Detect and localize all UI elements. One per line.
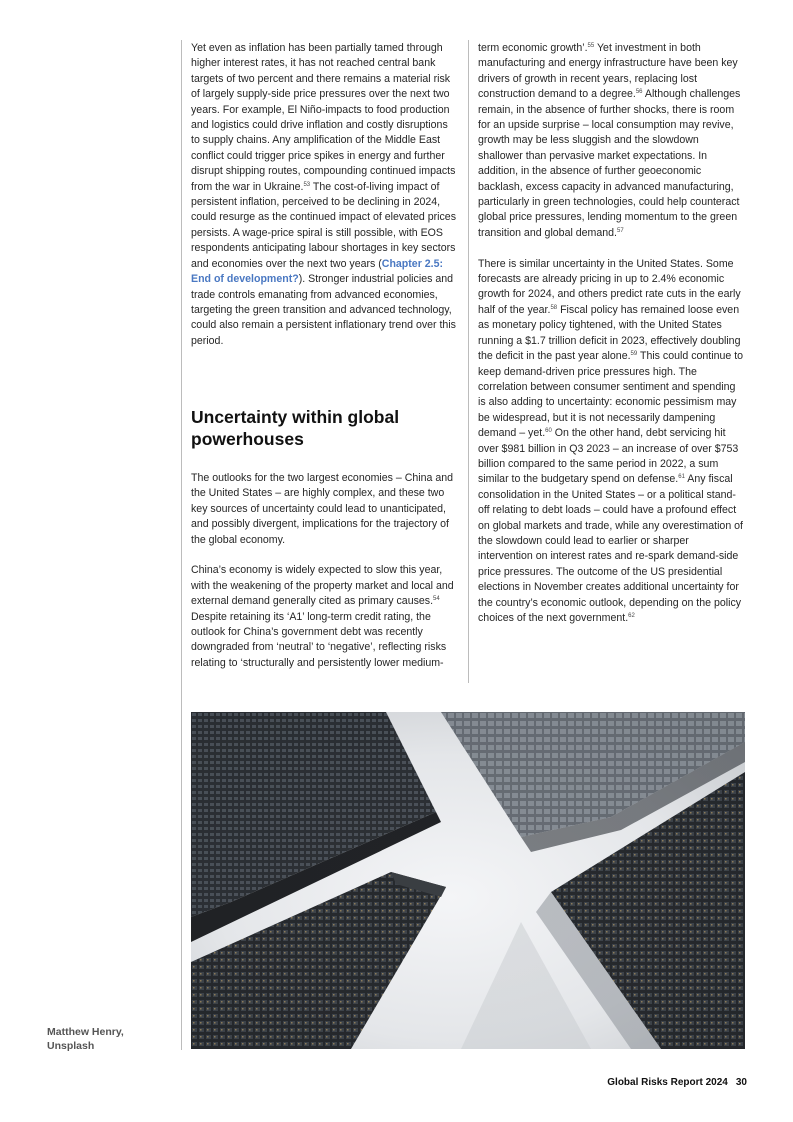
- paragraph: There is similar uncertainty in the United States. Some forecasts are already pricing in up to 2.4% economic growth for 2024, and others predict rate cuts in the early half of the year.$^{58}$ Fiscal policy has remained loose even as monetary policy tightened, with the United States running a $1.7 trillion deficit in 2023, effectively doubling the deficit in the past year alone.$^{59}$ This could continue to keep demand-driven price pressures high. The correlation between consumer sentiment and spending is also adding to uncertainty: economic pessimism may be widespread, but it is not necessarily dampening demand – yet.$^{60}$ On the other hand, debt servicing hit over $981 billion in Q3 2023 – an increase of over $753 billion compared to the same period in 2022, a sum similar to the budgetary spend on defense.$^{61}$ Any fiscal consolidation in the United States – or a political stand-off relating to debt loads – could have a profound effect on global markets and trade, while any overestimation of the slowdown could lead to earlier or sharper intervention on interest rates and re-spark demand-side price pressures. The outcome of the US presidential elections in November creates additional uncertainty for the country’s economic outlook, depending on the policy choices of the next government.$^{62}$: [478, 257, 744, 625]
- right-column: [478, 41, 744, 626]
- paragraph: Yet even as inflation has been partially tamed through higher interest rates, it has not reached central bank targets of two percent and there remains a material risk of largely supply-side price pressures over the next two years. For example, El Niño-impacts to food production and logistics could drive inflation and costly disruptions to supply chains. Any amplification of the Middle East conflict could trigger price spikes in energy and further disrupt shipping routes, compounding continued impacts from the war in Ukraine.$^{53}$ The cost-of-living impact of persistent inflation, perceived to be declining in 2024, could resurge as the continued impact of elevated prices persists. A wage-price spiral is still possible, with EOS respondents anticipating labour shortages in key sectors and economies over the next two years (Chapter 2.5: End of development?). Stronger industrial policies and trade controls emanating from advanced economies, targeting the green transition and advanced technology, could also remain a persistent inflationary trend over this period.: [191, 42, 456, 347]
- footnote-ref[interactable]: 53: [303, 181, 311, 188]
- footnote-ref[interactable]: 54: [433, 596, 440, 603]
- skyscrapers-photo: [191, 712, 745, 1049]
- report-title: Global Risks Report 2024: [607, 1077, 728, 1088]
- column-rule-middle: [468, 40, 469, 683]
- footnote-ref[interactable]: 61: [678, 474, 685, 481]
- skyscrapers-image: [191, 712, 745, 1049]
- footnote-ref[interactable]: 56: [635, 89, 643, 96]
- column-rule-left: [181, 40, 182, 1050]
- left-column: [191, 41, 458, 349]
- footnote-ref[interactable]: 59: [630, 351, 638, 358]
- paragraph: China’s economy is widely expected to slow this year, with the weakening of the property market and local and external demand generally cited as primary causes.$^{54}$ Despite retaining its ‘A1’ long-term credit rating, the outlook for China’s government debt was recently downgraded from ‘neutral’ to ‘negative’, reflecting risks relating to ‘structurally and persistently lower medium-: [191, 564, 454, 669]
- photo-credit: Matthew Henry, Unsplash: [47, 1026, 124, 1052]
- footnote-ref[interactable]: 57: [617, 227, 624, 234]
- paragraph: The outlooks for the two largest economies – China and the United States – are highly complex, and these two key sources of uncertainty could lead to unanticipated, and possibly divergent, implications for the trajectory of the global economy.: [191, 472, 454, 546]
- section-heading: Uncertainty within global powerhouses: [191, 407, 400, 449]
- page-footer: [607, 1077, 747, 1088]
- footnote-ref[interactable]: 58: [550, 304, 558, 311]
- paragraph: term economic growth’.$^{55}$ Yet investment in both manufacturing and energy infrastructure have been key drivers of growth in recent years, replacing lost construction demand to a degree.$^{56}$ Although challenges remain, in the absence of further shocks, there is room for an upside surprise – local consumption may revive, growth may be less sluggish and the slowdown shallower than pervasive market expectations. In addition, in the absence of further geoeconomic backlash, excess capacity in advanced manufacturing, particularly in green technologies, could help counteract global price pressures, lending momentum to the green transition and global demand.$^{57}$: [478, 42, 741, 239]
- footnote-ref[interactable]: 60: [545, 428, 552, 435]
- footnote-ref[interactable]: 55: [587, 43, 595, 49]
- left-column-lower: [191, 471, 458, 671]
- footnote-ref[interactable]: 62: [628, 613, 635, 620]
- page-number: 30: [735, 1077, 747, 1088]
- chapter-link[interactable]: Chapter 2.5: End of development?: [191, 257, 444, 286]
